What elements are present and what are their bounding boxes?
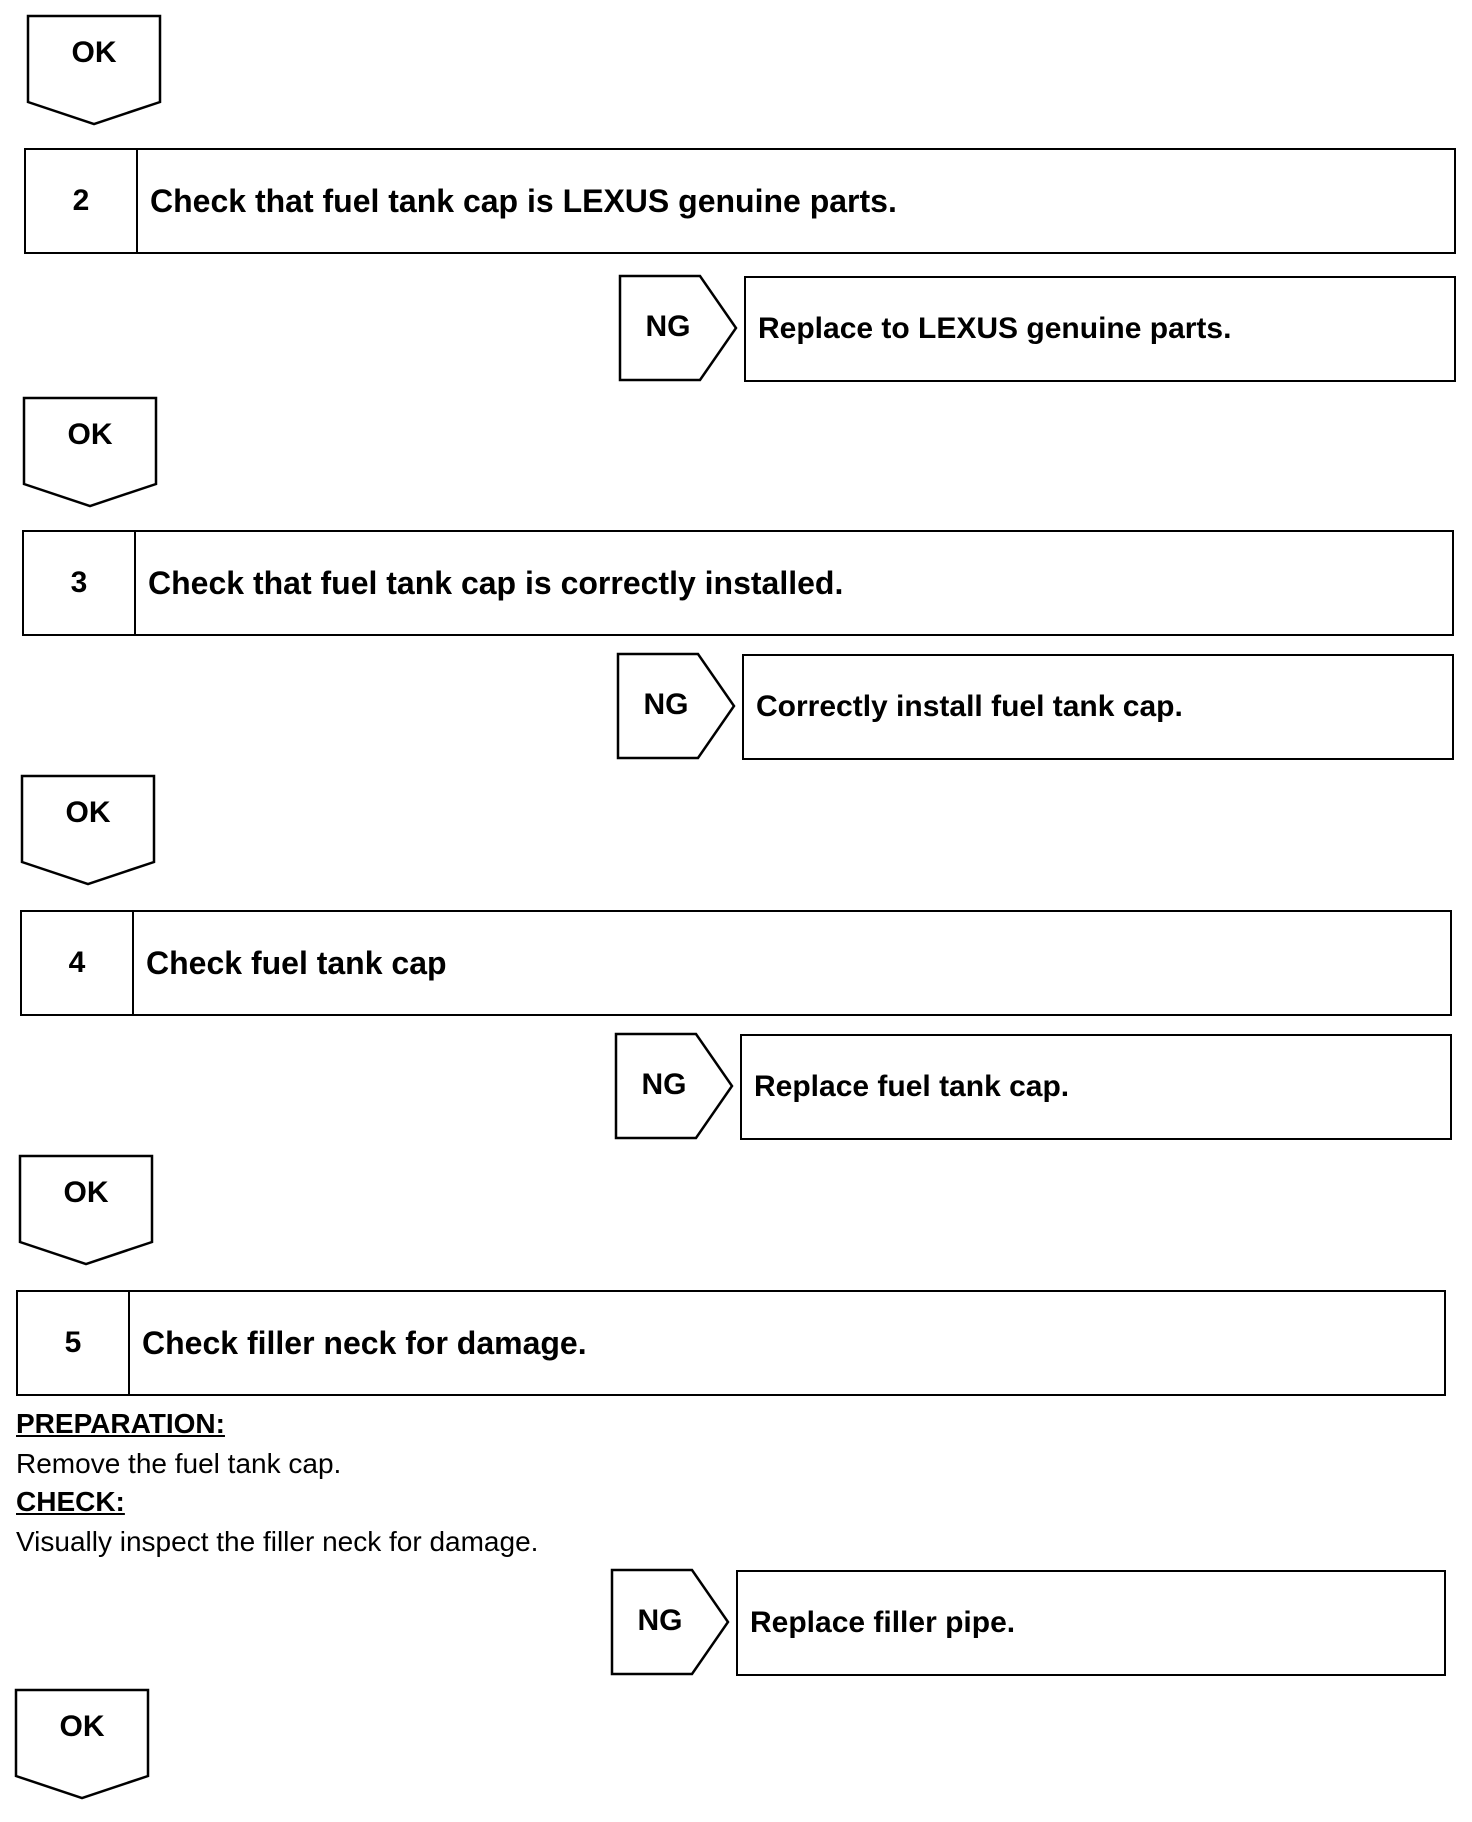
ng-arrow	[614, 1032, 734, 1140]
ng-label: NG	[643, 688, 689, 721]
step-5-box	[16, 1290, 1446, 1396]
ok-label: OK	[71, 36, 117, 69]
step-4-box	[20, 910, 1452, 1016]
ok-label: OK	[59, 1710, 105, 1743]
ok-arrow-shape	[22, 396, 158, 508]
step-3-box	[22, 530, 1454, 636]
check-heading: CHECK:	[16, 1486, 125, 1517]
step-title: Check fuel tank cap	[146, 944, 447, 981]
step-title: Check that fuel tank cap is correctly installed.	[148, 564, 844, 601]
ok-arrow-shape	[14, 1688, 150, 1800]
ok-arrow	[22, 396, 158, 508]
ng-action-box	[740, 1034, 1452, 1140]
ng-action-text: Replace to LEXUS genuine parts.	[758, 312, 1232, 345]
ng-action-text: Replace fuel tank cap.	[754, 1070, 1070, 1103]
step-2-box	[24, 148, 1456, 254]
ng-arrow	[616, 652, 736, 760]
step-number: 4	[22, 912, 134, 1014]
preparation-text: Remove the fuel tank cap.	[16, 1448, 342, 1479]
check-text: Visually inspect the filler neck for damage.	[16, 1526, 539, 1557]
ok-arrow	[14, 1688, 150, 1800]
ok-arrow	[18, 1154, 154, 1266]
ok-arrow-shape	[18, 1154, 154, 1266]
ng-action-box	[744, 276, 1456, 382]
ng-action-box	[742, 654, 1454, 760]
ng-arrow	[610, 1568, 730, 1676]
preparation-heading: PREPARATION:	[16, 1408, 225, 1439]
step-number: 5	[18, 1292, 130, 1394]
ng-arrow	[618, 274, 738, 382]
ng-label: NG	[641, 1068, 687, 1101]
ng-label: NG	[645, 310, 691, 343]
ng-action-text: Correctly install fuel tank cap.	[756, 690, 1183, 723]
step-number: 3	[24, 532, 136, 634]
ok-arrow	[26, 14, 162, 126]
ok-label: OK	[65, 796, 111, 829]
ng-action-box	[736, 1570, 1446, 1676]
ok-arrow-shape	[26, 14, 162, 126]
ng-action-text: Replace filler pipe.	[750, 1606, 1016, 1639]
step-title: Check filler neck for damage.	[142, 1324, 587, 1361]
ok-arrow	[20, 774, 156, 886]
ok-label: OK	[67, 418, 113, 451]
step-number: 2	[26, 150, 138, 252]
ok-label: OK	[63, 1176, 109, 1209]
ng-label: NG	[637, 1604, 683, 1637]
step-title: Check that fuel tank cap is LEXUS genuine parts.	[150, 182, 897, 219]
ok-arrow-shape	[20, 774, 156, 886]
